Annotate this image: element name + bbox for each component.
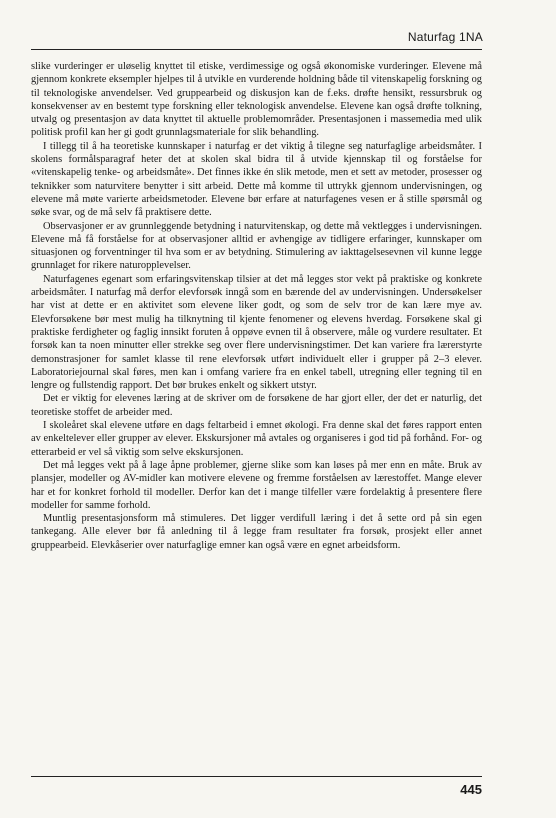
- paragraph: Det er viktig for elevenes læring at de skriver om de forsøkene de har gjort eller, der det er naturlig, det teoretiske stoffet de arbeider med.: [31, 393, 482, 418]
- paragraph: I tillegg til å ha teoretiske kunnskaper i naturfag er det viktig å tilegne seg naturfaglige arbeidsmåter. I skolens formålsparagraf heter det at skolen skal bidra til å utvide kjennskap til og forståelse for «vitenskapelig tenke- og arbeidsmåte». Det finnes ikke én slik metode, men et sett av metoder, prosesser og teknikker som naturvitere benytter i sitt arbeid. Dette må komme til uttrykk gjennom undervisningen, og elevene må møte varierte arbeidsmetoder. Elevene bør erfare at naturfagenes vesen er å stille spørsmål og søke svar, og de må selv få praktisere dette.: [31, 140, 482, 219]
- page-number: 445: [460, 782, 482, 797]
- footer-rule: [31, 776, 482, 777]
- paragraph: Muntlig presentasjonsform må stimuleres. Det ligger verdifull læring i det å sette ord på sin egen tankegang. Alle elever bør få anledning til å legge fram resultater fra forsøk, prosjekt eller annet gruppearbeid. Elevkåserier over naturfaglige emner kan også være en egnet arbeidsform.: [31, 513, 482, 551]
- body-text: [31, 60, 482, 552]
- paragraph: slike vurderinger er uløselig knyttet til etiske, verdimessige og også økonomiske vurderinger. Elevene må gjennom konkrete eksempler hjelpes til å utvikle en vurderende holdning både til vitenskapelig forskning og til teknologiske anvendelser. Ved gruppearbeid og diskusjon kan de f.eks. drøfte hensikt, ressursbruk og konsekvenser av en bestemt type forskning eller teknologisk anvendelse. Elevene kan også drøfte tolkning, utvalg og presentasjon av data knyttet til aktuelle problemområder. Presentasjonen i massemedia med ulik politisk profil kan her gi godt grunnlagsmateriale for slik behandling.: [31, 61, 482, 139]
- header-rule: [31, 49, 482, 50]
- paragraph: Naturfagenes egenart som erfaringsvitenskap tilsier at det må legges stor vekt på praktiske og konkrete arbeidsmåter. I naturfag må derfor elevforsøk inngå som en bærende del av undervisningen. Undersøkelser har vist at dette er en aktivitet som elevene liker godt, og som de selv tror de kan lære mye av. Elevforsøkene bør mest mulig ha tilknytning til kjente fenomener og elevens hverdag. Forsøkene skal gi praktiske ferdigheter og faglig innsikt foruten å oppøve evnen til å observere, måle og vurdere resultater. Et forsøk kan ta noen minutter eller strekke seg over flere undervisningstimer. Det kan variere fra lærerstyrte demonstrasjoner for samlet klasse til rene elevforsøk utført individuelt eller i grupper på 2–3 elever. Laboratoriejournal skal føres, men kan i omfang variere fra en enkel tabell, utregning eller tegning til en lengre og fullstendig rapport. Det bør brukes enkelt og sikkert utstyr.: [31, 273, 482, 392]
- paragraph: Det må legges vekt på å lage åpne problemer, gjerne slike som kan løses på mer enn en måte. Bruk av plansjer, modeller og AV-midler kan motivere elevene og fremme forståelsen av lærestoffet. Mange elever har et for konkret forhold til modeller. Derfor kan det i mange tilfeller være fordelaktig å presentere flere modeller for samme forhold.: [31, 459, 482, 511]
- paragraph: I skoleåret skal elevene utføre en dags feltarbeid i emnet økologi. Fra denne skal det føres rapport enten av enkeltelever eller grupper av elever. Ekskursjoner må avtales og organiseres i god tid på forhånd. For- og etterarbeid er vel så viktig som selve ekskursjonen.: [31, 420, 482, 458]
- paragraph: Observasjoner er av grunnleggende betydning i naturvitenskap, og dette må vektlegges i undervisningen. Elevene må få forståelse for at observasjoner alltid er avhengige av tidligere erfaringer, kunnskaper om situasjonen og forventninger til hva som er av betydning. Stimulering av iakttagelsesevnen vil kunne legge grunnlaget for rikere naturopplevelser.: [31, 220, 482, 272]
- running-header-title: Naturfag 1NA: [407, 30, 483, 44]
